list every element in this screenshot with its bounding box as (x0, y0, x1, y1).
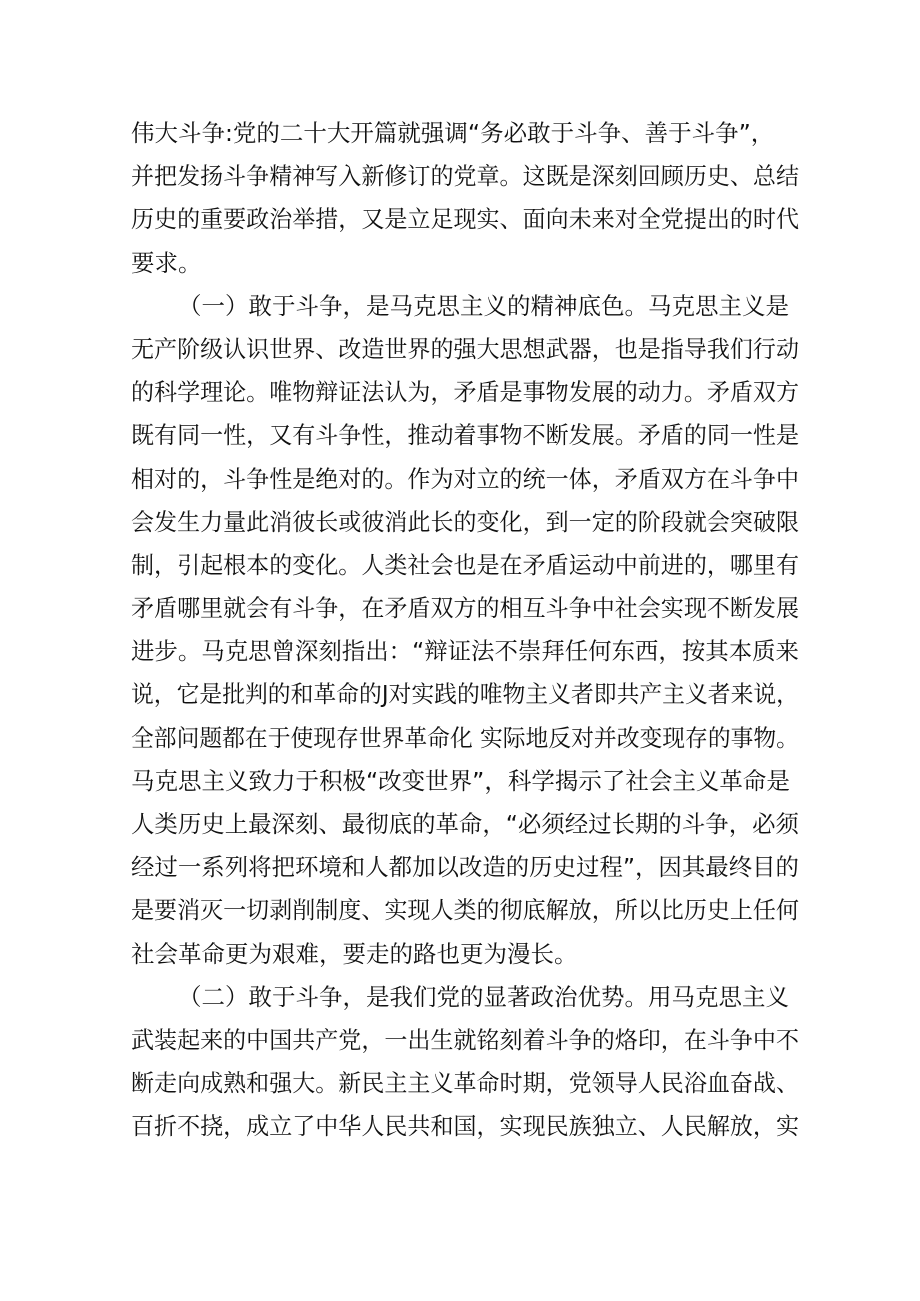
text-line: 无产阶级认识世界、改造世界的强大思想武器，也是指导我们行动 (131, 334, 800, 363)
text-line: 制，引起根本的变化。人类社会也是在矛盾运动中前进的，哪里有 (131, 550, 800, 579)
text-line: 的科学理论。唯物辩证法认为，矛盾是事物发展的动力。矛盾双方 (131, 378, 800, 407)
text-line: 经过一系列将把环境和人都加以改造的历史过程”，因其最终目的 (131, 853, 799, 882)
text-line: 马克思主义致力于积极“改变世界”，科学揭示了社会主义革命是 (131, 766, 790, 795)
text-line: 全部问题都在于使现存世界革命化 实际地反对并改变现存的事物。 (131, 723, 799, 752)
text-line: 伟大斗争:党的二十大开篇就强调“务必敢于斗争、善于斗争”， (131, 119, 775, 147)
section-heading-line: （二）敢于斗争，是我们党的显著政治优势。用马克思主义 (178, 982, 789, 1011)
text-line: 相对的，斗争性是绝对的。作为对立的统一体，矛盾双方在斗争中 (131, 464, 800, 493)
text-line: 并把发扬斗争精神写入新修订的党章。这既是深刻回顾历史、总结 (131, 162, 800, 191)
text-line: 历史的重要政治举措，又是立足现实、面向未来对全党提出的时代 (131, 205, 800, 234)
text-line: 会发生力量此消彼长或彼消此长的变化，到一定的阶段就会突破限 (131, 507, 800, 536)
text-line: 百折不挠，成立了中华人民共和国，实现民族独立、人民解放，实 (131, 1112, 800, 1141)
text-line: 要求。 (131, 248, 202, 277)
text-line: 说，它是批判的和革命的J对实践的唯物主义者即共产主义者来说， (131, 680, 799, 709)
document-body (131, 112, 799, 1149)
text-line: 矛盾哪里就会有斗争，在矛盾双方的相互斗争中社会实现不断发展 (131, 594, 800, 623)
text-line: 既有同一性，又有斗争性，推动着事物不断发展。矛盾的同一性是 (131, 421, 800, 450)
text-line: 进步。马克思曾深刻指出：“辩证法不崇拜任何东西，按其本质来 (131, 637, 799, 666)
text-line: 社会革命更为艰难，要走的路也更为漫长。 (131, 939, 578, 968)
section-heading-line: （一）敢于斗争，是马克思主义的精神底色。马克思主义是 (178, 291, 789, 320)
text-line: 是要消灭一切剥削制度、实现人类的彻底解放，所以比历史上任何 (131, 896, 800, 925)
text-line: 武装起来的中国共产党，一出生就铭刻着斗争的烙印，在斗争中不 (131, 1025, 800, 1054)
text-line: 人类历史上最深刻、最彻底的革命，“必须经过长期的斗争，必须 (131, 810, 799, 838)
text-line: 断走向成熟和强大。新民主主义革命时期，党领导人民浴血奋战、 (131, 1069, 800, 1098)
